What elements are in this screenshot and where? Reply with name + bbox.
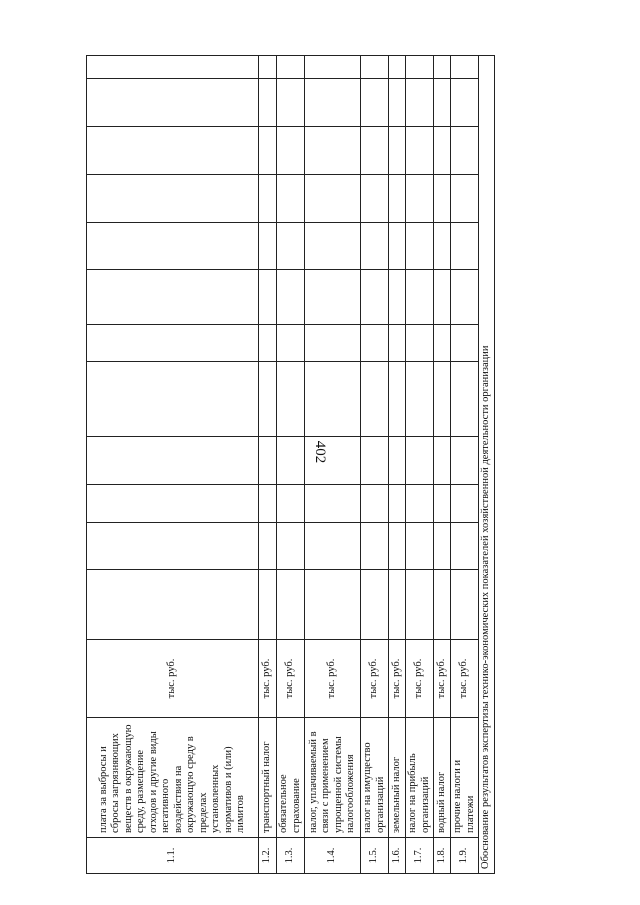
empty-cell (87, 56, 259, 79)
row-number: 1.6. (389, 838, 406, 874)
empty-cell (451, 485, 479, 523)
empty-cell (305, 485, 361, 523)
row-unit: тыс. руб. (389, 640, 406, 718)
row-number: 1.8. (434, 838, 451, 874)
empty-cell (361, 523, 389, 570)
empty-cell (389, 485, 406, 523)
empty-cell (389, 570, 406, 640)
empty-cell (406, 325, 434, 362)
row-name: обязательное страхование (277, 718, 305, 838)
empty-cell (361, 79, 389, 127)
empty-cell (305, 127, 361, 175)
empty-cell (434, 223, 451, 270)
empty-cell (434, 79, 451, 127)
row-number: 1.7. (406, 838, 434, 874)
row-number: 1.9. (451, 838, 479, 874)
table-row (259, 56, 277, 874)
empty-cell (361, 56, 389, 79)
empty-cell (259, 523, 277, 570)
empty-cell (87, 270, 259, 325)
table-row (406, 56, 434, 874)
row-number: 1.4. (305, 838, 361, 874)
row-name: плата за выбросы и сбросы загрязняющих веществ в окружающую среду, размещение отходов и другие виды негативного воздействия на окружающую среду в пределах установленных нормативов и (или) лимитов (87, 718, 259, 838)
empty-cell (361, 127, 389, 175)
empty-cell (406, 362, 434, 437)
empty-cell (259, 437, 277, 485)
empty-cell (87, 485, 259, 523)
empty-cell (451, 437, 479, 485)
empty-cell (389, 223, 406, 270)
row-name: налог на прибыль организаций (406, 718, 434, 838)
empty-cell (259, 223, 277, 270)
empty-cell (406, 79, 434, 127)
empty-cell (259, 175, 277, 223)
empty-cell (451, 270, 479, 325)
empty-cell (305, 79, 361, 127)
empty-cell (277, 79, 305, 127)
empty-cell (451, 570, 479, 640)
empty-cell (277, 523, 305, 570)
empty-cell (451, 325, 479, 362)
empty-cell (389, 56, 406, 79)
empty-cell (434, 523, 451, 570)
row-name: прочие налоги и платежи (451, 718, 479, 838)
empty-cell (259, 362, 277, 437)
row-name: транспортный налог (259, 718, 277, 838)
empty-cell (451, 523, 479, 570)
empty-cell (406, 127, 434, 175)
empty-cell (259, 325, 277, 362)
indicators-table (86, 55, 495, 874)
row-number: 1.1. (87, 838, 259, 874)
empty-cell (389, 270, 406, 325)
empty-cell (361, 325, 389, 362)
empty-cell (305, 570, 361, 640)
empty-cell (305, 270, 361, 325)
row-name: земельный налог (389, 718, 406, 838)
row-name: налог на имущество организаций (361, 718, 389, 838)
row-name: водный налог (434, 718, 451, 838)
empty-cell (434, 362, 451, 437)
empty-cell (277, 175, 305, 223)
empty-cell (451, 127, 479, 175)
empty-cell (434, 175, 451, 223)
empty-cell (277, 437, 305, 485)
empty-cell (451, 79, 479, 127)
table-row (434, 56, 451, 874)
row-number: 1.2. (259, 838, 277, 874)
row-name: налог, уплачиваемый в связи с применением упрощенной системы налогообложения (305, 718, 361, 838)
empty-cell (451, 175, 479, 223)
empty-cell (389, 523, 406, 570)
table-row (451, 56, 479, 874)
empty-cell (406, 523, 434, 570)
empty-cell (87, 437, 259, 485)
empty-cell (389, 325, 406, 362)
empty-cell (389, 362, 406, 437)
empty-cell (361, 437, 389, 485)
empty-cell (389, 127, 406, 175)
empty-cell (259, 56, 277, 79)
empty-cell (361, 362, 389, 437)
empty-cell (87, 570, 259, 640)
empty-cell (87, 79, 259, 127)
rotated-table-area (86, 56, 492, 874)
empty-cell (434, 56, 451, 79)
table-row (389, 56, 406, 874)
row-unit: тыс. руб. (406, 640, 434, 718)
empty-cell (277, 127, 305, 175)
empty-cell (277, 570, 305, 640)
empty-cell (277, 362, 305, 437)
empty-cell (361, 223, 389, 270)
section-title: Обоснование результатов экспертизы технико-экономических показателей хозяйственной деятельности организации (479, 56, 495, 874)
empty-cell (259, 79, 277, 127)
empty-cell (87, 223, 259, 270)
empty-cell (434, 325, 451, 362)
empty-cell (277, 485, 305, 523)
empty-cell (406, 56, 434, 79)
empty-cell (434, 270, 451, 325)
empty-cell (406, 570, 434, 640)
empty-cell (87, 362, 259, 437)
table-row (87, 56, 259, 874)
row-number: 1.3. (277, 838, 305, 874)
empty-cell (259, 570, 277, 640)
row-unit: тыс. руб. (451, 640, 479, 718)
row-unit: тыс. руб. (259, 640, 277, 718)
row-unit: тыс. руб. (87, 640, 259, 718)
empty-cell (277, 56, 305, 79)
empty-cell (406, 437, 434, 485)
table-row (305, 56, 361, 874)
empty-cell (451, 223, 479, 270)
empty-cell (434, 485, 451, 523)
empty-cell (305, 56, 361, 79)
table-row (361, 56, 389, 874)
empty-cell (87, 523, 259, 570)
empty-cell (259, 270, 277, 325)
empty-cell (277, 325, 305, 362)
empty-cell (434, 570, 451, 640)
row-unit: тыс. руб. (361, 640, 389, 718)
empty-cell (406, 485, 434, 523)
empty-cell (406, 175, 434, 223)
empty-cell (434, 437, 451, 485)
empty-cell (305, 523, 361, 570)
empty-cell (277, 270, 305, 325)
empty-cell (87, 175, 259, 223)
empty-cell (305, 175, 361, 223)
empty-cell (361, 485, 389, 523)
empty-cell (361, 270, 389, 325)
page-number: 402 (312, 440, 328, 464)
empty-cell (361, 570, 389, 640)
empty-cell (389, 437, 406, 485)
row-unit: тыс. руб. (277, 640, 305, 718)
empty-cell (277, 223, 305, 270)
empty-cell (361, 175, 389, 223)
empty-cell (389, 79, 406, 127)
empty-cell (434, 127, 451, 175)
row-number: 1.5. (361, 838, 389, 874)
table-row (277, 56, 305, 874)
empty-cell (259, 127, 277, 175)
empty-cell (305, 223, 361, 270)
empty-cell (87, 325, 259, 362)
empty-cell (305, 325, 361, 362)
empty-cell (406, 270, 434, 325)
row-unit: тыс. руб. (434, 640, 451, 718)
empty-cell (259, 485, 277, 523)
empty-cell (305, 437, 361, 485)
empty-cell (87, 127, 259, 175)
table-row (479, 56, 495, 874)
table-wrapper (86, 56, 492, 874)
empty-cell (305, 362, 361, 437)
empty-cell (451, 362, 479, 437)
row-unit: тыс. руб. (305, 640, 361, 718)
empty-cell (389, 175, 406, 223)
empty-cell (451, 56, 479, 79)
empty-cell (406, 223, 434, 270)
